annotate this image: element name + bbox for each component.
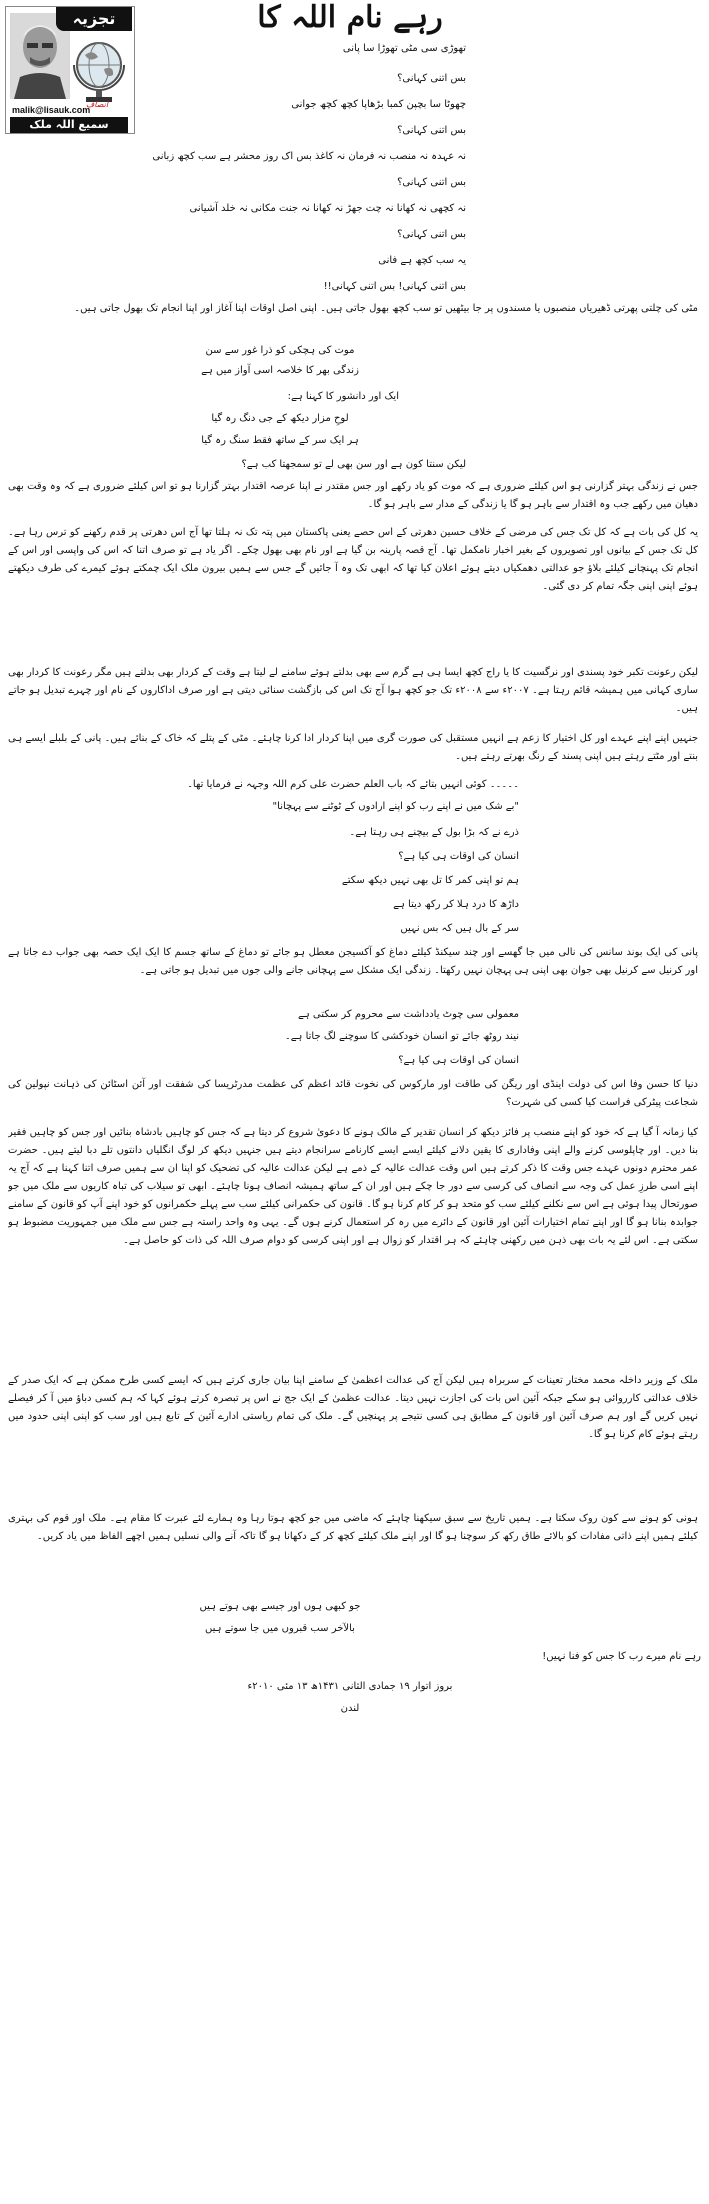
closing-line: رہے نام میرے رب کا جس کو فنا نہیں! [542, 1651, 701, 1662]
poem-line: بس اتنی کہانی؟ [397, 177, 466, 188]
globe-icon [68, 35, 130, 105]
poem-line: سر کے بال ہیں کہ بس نہیں [400, 923, 519, 934]
poem-line: داڑھ کا درد ہلا کر رکھ دیتا ہے [393, 899, 519, 910]
quote: "بے شک میں نے اپنے رب کو اپنے ارادوں کے ٹوٹنے سے پہچانا" [272, 801, 519, 812]
quote-intro: ۔۔۔۔۔ کوئی انہیں بتائے کہ باب العلم حضرت علی کرم اللہ وجہہ نے فرمایا تھا۔ [187, 779, 519, 790]
paragraph: دنیا کا حسن وفا اس کی دولت اینڈی اور ریگن کی طاقت اور مارکوس کی نخوت قائد اعظم کی عظمت مدرٹریسا کی شفقت اور آئن اسٹائن کی ذہانت نپولین کی شجاعت پیٹرکی فراست کیا کسی کی شہرت؟ [8, 1079, 698, 1108]
paragraph: لیکن سنتا کون ہے اور سن بھی لے تو سمجھتا کب ہے؟ [241, 459, 466, 470]
author-name: سمیع اللہ ملک [10, 117, 128, 133]
poem-line: تھوڑی سی مٹی تھوڑا سا پانی [342, 43, 466, 54]
poem-line: نہ عہدہ نہ منصب نہ فرمان نہ کاغذ بس اک روز محشر ہے سب کچھ زبانی [152, 151, 466, 162]
poem-line: بس اتنی کہانی؟ [397, 229, 466, 240]
couplet-line: لوحِ مزار دیکھ کے جی دنگ رہ گیا [211, 413, 349, 424]
couplet-line: جو کبھی ہوں اور جیسے بھی ہوتے ہیں [199, 1601, 361, 1612]
couplet-line: ہر ایک سر کے ساتھ فقط سنگ رہ گیا [201, 435, 359, 446]
column-header [5, 6, 135, 134]
poem-line: معمولی سی چوٹ یادداشت سے محروم کر سکتی ہے [298, 1009, 519, 1020]
couplet-line: بالآخر سب قبروں میں جا سوتے ہیں [205, 1623, 355, 1634]
poem-line: بس اتنی کہانی؟ [397, 125, 466, 136]
category-tag: تجزیہ [56, 7, 132, 31]
paragraph: کیا زمانہ آ گیا ہے کہ خود کو اپنے منصب پر فائز دیکھ کر انسان تقدیر کے مالک ہونے کا دعویٰ شروع کر دیتا ہے کہ جس کو چاہیں بادشاہ بنائیں اور جس کو چاہیں فقیر بنا دیں۔ اور چاپلوسی کرنے والے اپنی وفاداری کا یقین دلانے کیلئے ایسے ایسے کارنامے سرانجام دیتے ہیں جنہیں دیکھ کر لوگ انگلیاں دانتوں تلے دبا لیتے ہیں۔ حضرت عمر محترم دونوں عہدے جس وقت کا ذکر کرتے ہیں اس وقت عدالت عالیہ کے ذمے ہے لیکن عدالت عالیہ کی تضحیک کو اپنا ان سے ہمیں صرف اتنا کہنا ہے کہ آج یہ اپنے اسی طرزِ عمل کی وجہ سے انصاف کی کرسی سے دور جا چکے ہیں اور ان کے ساتھ ہمیشہ انصاف ہونا چاہئے۔ ابھی تو سیلاب کی تباہ کاریوں سے ملک میں جو صورتحال پیدا ہوئی ہے اس سے نکلنے کیلئے سب کو متحد ہو کر کام کرنا ہو گا۔ قانون کی حکمرانی کیلئے سب سے پہلے حکمرانوں کو خود اپنے آپ کو قانون کے سامنے جوابدہ بنانا ہو گا اور اپنے تمام اختیارات آئین اور قانون کے دائرے میں رہ کر استعمال کرنے ہوں گے۔ یہی وہ واحد راستہ ہے جس سے ملک میں جمہوریت مضبوط ہو سکتی ہے۔ اس لئے یہ بات بھی ذہن میں رکھنی چاہئے کہ ہر اقتدار کو زوال ہے اور اپنی کرسی کو دوام صرف اللہ کی ذات کو حاصل ہے۔ [8, 1127, 698, 1246]
paragraph: جنہیں اپنے اپنے عہدے اور کل اختیار کا زعم ہے انہیں مستقبل کی صورت گری میں اپنا کردار ادا کرنا چاہئے۔ مٹی کے پتلے کہ خاک کے بنائے ہیں۔ پانی کے بلبلے ایسے ہی بنتے اور مٹتے رہتے ہیں اپنی پسند کے رنگ بھرتے رہتے ہیں۔ [8, 733, 698, 762]
paragraph: لیکن رعونت تکبر خود پسندی اور نرگسیت کا یا راج کچھ ایسا ہی ہے گرم سے بھی بدلتے ہوئے سامنے لے لیتا ہے وقت کے کردار بھی بدلتے ہیں مگر رعونت کا کردار بھی ساری کہانی میں ہمیشہ قائم رہتا ہے۔ ۲۰۰۷ء سے ۲۰۰۸ء تک جو کچھ ہوا آج تک اس کی بازگشت سنائی دیتی ہے اور صرف اداکاروں کے نام اور چہرے تبدیل ہو جاتے ہیں۔ [8, 667, 698, 714]
newspaper-logo: انصاف [86, 100, 109, 109]
poem-line: چھوٹا سا بچپن کمبا بڑھاپا کچھ کچھ جوانی [291, 99, 466, 110]
poem-line: بس اتنی کہانی؟ [397, 73, 466, 84]
poem-line: انسان کی اوقات ہی کیا ہے؟ [398, 1055, 519, 1066]
paragraph: مٹی کی چلتی پھرتی ڈھیریاں منصبوں یا مسندوں پر جا بیٹھیں تو سب کچھ بھول جاتی ہیں۔ اپنی اصل اوقات اپنا آغاز اور اپنا انجام تک بھول جاتی ہیں۔ [74, 303, 698, 314]
poem-line: یہ سب کچھ ہے فانی [378, 255, 466, 266]
paragraph: یہ کل کی بات ہے کہ کل تک جس کی مرضی کے خلاف حسین دھرتی کے اس حصے یعنی پاکستان میں پتہ تک نہ ہلتا تھا آج اس دھرتی پر قدم رکھنے کو ترس رہا ہے۔ کل تک جس کے بیانوں اور تصویروں کے بغیر اخبار نامکمل تھا۔ آج قصہ پارینہ بن گیا ہے اور نام بھی بھول چکے۔ اگر یاد ہے تو صرف اتنا کہ اس کی واپسی اور اس کے انجام تک پہنچانے کیلئے بلاؤ جو عدالتی دھمکیاں دیتے ہوئے اعلان کیا تھا کہ ابھی تک وہ آ جائیں گے جس سے ہمیں بیرون ملک ایک چمکتے ہوئے کیمرے کی طرف دیکھتے ہوئے اپنی اپنی جگہ تمام کر دی گئی۔ [8, 527, 698, 592]
paragraph: ہونی کو ہونے سے کون روک سکتا ہے۔ ہمیں تاریخ سے سبق سیکھنا چاہئے کہ ماضی میں جو کچھ ہوتا رہا وہ ہمارے لئے عبرت کا مقام ہے۔ ملک اور قوم کی بہتری کیلئے ہمیں اپنے ذاتی مفادات کو بالائے طاق رکھ کر سوچنا ہو گا اور اپنے ملک کیلئے کچھ کر کے دکھانا ہو گا تاکہ آنے والی نسلیں ہمیں اچھے الفاظ میں یاد کریں۔ [8, 1513, 698, 1542]
article-place: لندن [340, 1703, 360, 1714]
poem-line: بس اتنی کہانی! بس اتنی کہانی!! [323, 281, 466, 292]
poem-line: ہم تو اپنی کمر کا تل بھی نہیں دیکھ سکتے [341, 875, 519, 886]
paragraph: پانی کی ایک بوند سانس کی نالی میں جا گھسے اور چند سیکنڈ کیلئے دماغ کو آکسیجن معطل ہو جائے تو دماغ کے ساتھ جسم کا ایک ایک حصہ بھی جواب دے جاتا ہے اور کرنیل سے کرنیل بھی جوان بھی اپنی ہی پہچان نہیں رکھتا۔ زندگی ایک مشکل سے پہچانی جانے والی جوں میں تبدیل ہو جاتی ہے۔ [8, 947, 698, 976]
poem-line: نیند روٹھ جائے تو انسان خودکشی کا سوچنے لگ جاتا ہے۔ [284, 1031, 519, 1042]
couplet-line: زندگی بھر کا خلاصہ اسی آواز میں ہے [201, 365, 359, 376]
paragraph: جس نے زندگی بہتر گزارنی ہو اس کیلئے ضروری ہے کہ موت کو یاد رکھے اور جس مقتدر نے اپنا عرصہ اقتدار بہتر گزارنا ہو تو اس کیلئے ضروری ہے کہ وہ وقت بھی دھیان میں رکھے جب وہ اقتدار سے باہر ہو گا یا زندگی کے مدار سے باہر ہو گا۔ [8, 481, 698, 510]
quote-line: ذرے نے کہ بڑا بول کے بیچنے ہی رہتا ہے۔ [349, 827, 519, 838]
paragraph: ملک کے وزیر داخلہ محمد مختار تعینات کے سربراہ ہیں لیکن آج کی عدالت اعظمیٰ کے سامنے اپنا بیان جاری کرتے ہیں کہ ایسے کسی طرح ممکن ہے کہ ایک صدر کے خلاف عدالتی کارروائی ہو سکے جبکہ آئین اس بات کی اجازت نہیں دیتا۔ عدالت عظمیٰ کے ایک جج نے اس پر تبصرہ کرتے ہوئے کہا کہ ہم کسی دباؤ میں آ کر فیصلے نہیں کریں گے اور ہم صرف آئین اور قانون کے مطابق ہی کسی نتیجے پر پہنچیں گے۔ ملک کی تمام ریاستی ادارے آئین کے تابع ہیں اور سب کو اپنی اپنی حدود میں رہتے ہوئے کام کرنا ہو گا۔ [8, 1375, 698, 1440]
couplet-line: موت کی ہچکی کو ذرا غور سے سن [205, 345, 355, 356]
paragraph: ایک اور دانشور کا کہنا ہے: [287, 391, 399, 402]
poem-line: نہ کچھی نہ کھانا نہ چت جھڑ نہ کھانا نہ جنت مکانی نہ خلد آشیانی [189, 203, 466, 214]
poem-line: انسان کی اوقات ہی کیا ہے؟ [398, 851, 519, 862]
author-email: malik@lisauk.com [12, 105, 91, 115]
article-title: رہے نام اللہ کا [257, 0, 443, 35]
article-date: بروز اتوار ۱۹ جمادی الثانی ۱۴۳۱ھ ۱۳ مئی ۲۰۱۰ء [247, 1681, 453, 1692]
